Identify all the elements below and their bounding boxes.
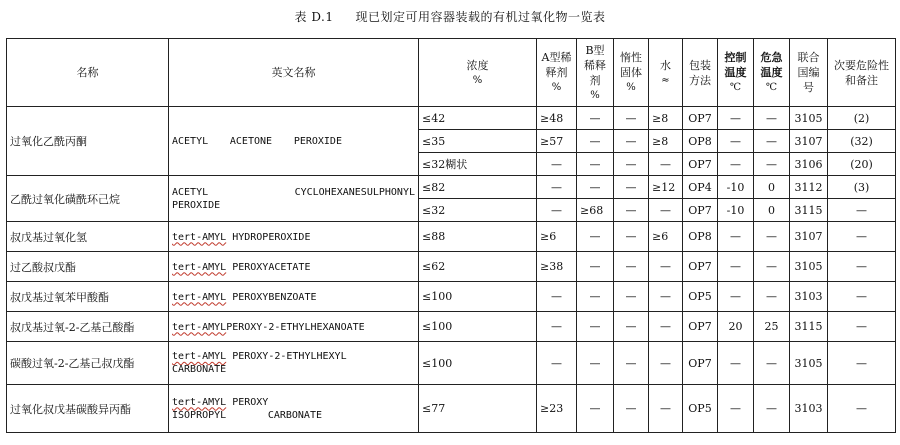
name-cell: 叔戊基过氧苯甲酸酯 (7, 282, 169, 312)
table-row (7, 282, 896, 312)
water-cell: — (649, 199, 683, 222)
dil-b-cell: — (577, 222, 614, 252)
header-conc: 浓度 % (419, 39, 537, 107)
dil-a-cell: — (537, 342, 577, 385)
subsidiary-cell: (2) (828, 107, 896, 130)
packing-cell: OP7 (683, 252, 718, 282)
conc-cell: ≤100 (419, 282, 537, 312)
dil-a-cell: ≥23 (537, 385, 577, 433)
english-cell: tert-AMYL PEROXYBENZOATE (169, 282, 419, 312)
dil-b-cell: — (577, 282, 614, 312)
conc-cell: ≤32糊状 (419, 153, 537, 176)
dil-b-cell: — (577, 312, 614, 342)
inert-cell: — (614, 107, 649, 130)
table-row (7, 222, 896, 252)
ctrl-temp-cell: — (718, 222, 754, 252)
inert-cell: — (614, 385, 649, 433)
packing-cell: OP5 (683, 385, 718, 433)
emerg-temp-cell: — (754, 153, 790, 176)
dil-b-cell: — (577, 385, 614, 433)
dil-a-cell: ≥38 (537, 252, 577, 282)
table-row (7, 385, 896, 433)
packing-cell: OP8 (683, 130, 718, 153)
water-cell: — (649, 312, 683, 342)
header-inert: 惰性固体 % (614, 39, 649, 107)
name-cell: 碳酸过氧-2-乙基己叔戊酯 (7, 342, 169, 385)
emerg-temp-cell: — (754, 252, 790, 282)
subsidiary-cell: — (828, 312, 896, 342)
subsidiary-cell: — (828, 252, 896, 282)
un-number-cell: 3103 (790, 385, 828, 433)
conc-cell: ≤62 (419, 252, 537, 282)
packing-cell: OP8 (683, 222, 718, 252)
water-cell: ≥12 (649, 176, 683, 199)
ctrl-temp-cell: — (718, 282, 754, 312)
packing-cell: OP5 (683, 282, 718, 312)
water-cell: — (649, 282, 683, 312)
conc-cell: ≤100 (419, 342, 537, 385)
dil-a-cell: — (537, 153, 577, 176)
un-number-cell: 3115 (790, 199, 828, 222)
header-name: 名称 (7, 39, 169, 107)
emerg-temp-cell: 0 (754, 176, 790, 199)
inert-cell: — (614, 222, 649, 252)
dil-a-cell: — (537, 176, 577, 199)
un-number-cell: 3105 (790, 342, 828, 385)
subsidiary-cell: — (828, 199, 896, 222)
ctrl-temp-cell: -10 (718, 176, 754, 199)
english-cell: tert-AMYL HYDROPEROXIDE (169, 222, 419, 252)
dil-b-cell: — (577, 153, 614, 176)
name-cell: 乙酰过氧化磺酰环己烷 (7, 176, 169, 222)
un-number-cell: 3106 (790, 153, 828, 176)
header-subsidiary: 次要危险性和备注 (828, 39, 896, 107)
ctrl-temp-cell: — (718, 107, 754, 130)
inert-cell: — (614, 312, 649, 342)
water-cell: — (649, 153, 683, 176)
packing-cell: OP4 (683, 176, 718, 199)
packing-cell: OP7 (683, 107, 718, 130)
packing-cell: OP7 (683, 153, 718, 176)
header-un-number: 联合国编号 (790, 39, 828, 107)
english-cell: tert-AMYL PEROXY-2-ETHYLHEXYL CARBONATE (169, 342, 419, 385)
ctrl-temp-cell: — (718, 385, 754, 433)
emerg-temp-cell: 0 (754, 199, 790, 222)
table-row (7, 107, 896, 130)
water-cell: ≥8 (649, 130, 683, 153)
name-cell: 叔戊基过氧化氢 (7, 222, 169, 252)
un-number-cell: 3103 (790, 282, 828, 312)
un-number-cell: 3115 (790, 312, 828, 342)
emerg-temp-cell: — (754, 130, 790, 153)
caption-title: 现已划定可用容器装载的有机过氧化物一览表 (355, 10, 606, 24)
conc-cell: ≤77 (419, 385, 537, 433)
table-caption (0, 8, 900, 25)
header-ctrl-temp: 控制温度 ℃ (718, 39, 754, 107)
subsidiary-cell: — (828, 385, 896, 433)
header-water: 水 ≈ (649, 39, 683, 107)
inert-cell: — (614, 130, 649, 153)
name-cell: 过氧化乙酰丙酮 (7, 107, 169, 176)
ctrl-temp-cell: -10 (718, 199, 754, 222)
header-dil-b: B型稀释剂 % (577, 39, 614, 107)
peroxide-table (6, 38, 896, 433)
table-row (7, 342, 896, 385)
water-cell: ≥6 (649, 222, 683, 252)
caption-label: 表 D.1 (294, 10, 334, 24)
subsidiary-cell: — (828, 342, 896, 385)
name-cell: 叔戊基过氧-2-乙基己酸酯 (7, 312, 169, 342)
conc-cell: ≤42 (419, 107, 537, 130)
un-number-cell: 3107 (790, 222, 828, 252)
dil-a-cell: ≥57 (537, 130, 577, 153)
table-row (7, 312, 896, 342)
water-cell: ≥8 (649, 107, 683, 130)
subsidiary-cell: (20) (828, 153, 896, 176)
water-cell: — (649, 385, 683, 433)
table-row (7, 176, 896, 199)
inert-cell: — (614, 153, 649, 176)
inert-cell: — (614, 199, 649, 222)
packing-cell: OP7 (683, 199, 718, 222)
inert-cell: — (614, 252, 649, 282)
ctrl-temp-cell: — (718, 342, 754, 385)
subsidiary-cell: (3) (828, 176, 896, 199)
dil-a-cell: — (537, 312, 577, 342)
english-cell: tert-AMYLPEROXY-2-ETHYLHEXANOATE (169, 312, 419, 342)
dil-a-cell: — (537, 282, 577, 312)
un-number-cell: 3107 (790, 130, 828, 153)
emerg-temp-cell: — (754, 222, 790, 252)
subsidiary-cell: (32) (828, 130, 896, 153)
dil-b-cell: — (577, 252, 614, 282)
english-cell: ACETYL CYCLOHEXANESULPHONYL PEROXIDE (169, 176, 419, 222)
dil-b-cell: — (577, 130, 614, 153)
english-cell: tert-AMYL PEROXY ISOPROPYL CARBONATE (169, 385, 419, 433)
emerg-temp-cell: — (754, 282, 790, 312)
header-english: 英文名称 (169, 39, 419, 107)
conc-cell: ≤100 (419, 312, 537, 342)
water-cell: — (649, 252, 683, 282)
dil-a-cell: ≥6 (537, 222, 577, 252)
ctrl-temp-cell: — (718, 252, 754, 282)
header-dil-a: A型稀释剂 % (537, 39, 577, 107)
emerg-temp-cell: — (754, 107, 790, 130)
header-row (7, 39, 896, 107)
packing-cell: OP7 (683, 312, 718, 342)
table-row (7, 252, 896, 282)
name-cell: 过乙酸叔戊酯 (7, 252, 169, 282)
inert-cell: — (614, 176, 649, 199)
dil-a-cell: — (537, 199, 577, 222)
subsidiary-cell: — (828, 282, 896, 312)
conc-cell: ≤32 (419, 199, 537, 222)
water-cell: — (649, 342, 683, 385)
ctrl-temp-cell: — (718, 153, 754, 176)
dil-a-cell: ≥48 (537, 107, 577, 130)
dil-b-cell: — (577, 176, 614, 199)
conc-cell: ≤88 (419, 222, 537, 252)
conc-cell: ≤35 (419, 130, 537, 153)
ctrl-temp-cell: 20 (718, 312, 754, 342)
conc-cell: ≤82 (419, 176, 537, 199)
header-packing: 包装方法 (683, 39, 718, 107)
emerg-temp-cell: 25 (754, 312, 790, 342)
un-number-cell: 3105 (790, 252, 828, 282)
dil-b-cell: ≥68 (577, 199, 614, 222)
header-emerg-temp: 危急温度 ℃ (754, 39, 790, 107)
inert-cell: — (614, 342, 649, 385)
english-cell: ACETYL ACETONE PEROXIDE (169, 107, 419, 176)
un-number-cell: 3105 (790, 107, 828, 130)
packing-cell: OP7 (683, 342, 718, 385)
ctrl-temp-cell: — (718, 130, 754, 153)
english-cell: tert-AMYL PEROXYACETATE (169, 252, 419, 282)
dil-b-cell: — (577, 107, 614, 130)
inert-cell: — (614, 282, 649, 312)
subsidiary-cell: — (828, 222, 896, 252)
un-number-cell: 3112 (790, 176, 828, 199)
name-cell: 过氧化叔戊基碳酸异丙酯 (7, 385, 169, 433)
emerg-temp-cell: — (754, 385, 790, 433)
dil-b-cell: — (577, 342, 614, 385)
emerg-temp-cell: — (754, 342, 790, 385)
